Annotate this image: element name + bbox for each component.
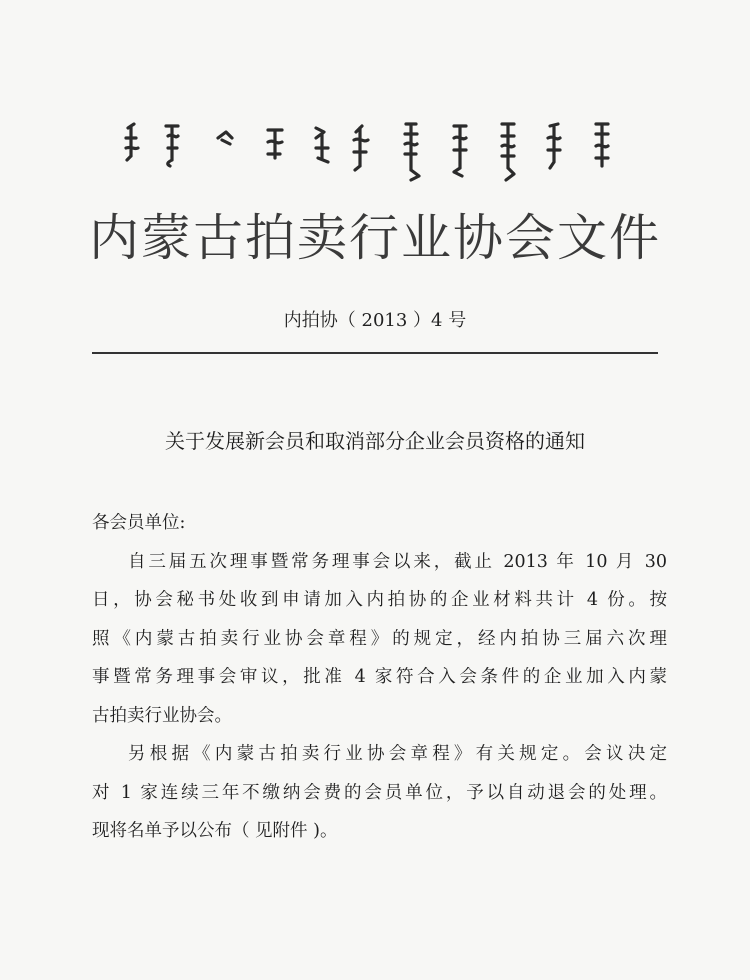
- salutation: 各会员单位:: [92, 513, 186, 533]
- paragraph1-line: 古拍卖行业协会。: [92, 705, 232, 726]
- document-number: 内拍协（ 2013 ）4 号: [283, 310, 467, 331]
- paragraph1-line: 照《内蒙古拍卖行业协会章程》的规定，经内拍协三届六次理: [92, 628, 667, 649]
- mongolian-script-title: [118, 118, 638, 188]
- paragraph2-line: 对 1 家连续三年不缴纳会费的会员单位，予以自动退会的处理。: [92, 782, 667, 803]
- paragraph1-line: 自三届五次理事暨常务理事会以来，截止 2013 年 10 月 30: [128, 551, 667, 572]
- paragraph1-line: 日，协会秘书处收到申请加入内拍协的企业材料共计 4 份。按: [92, 590, 667, 610]
- paragraph1-line: 事暨常务理事会审议，批准 4 家符合入会条件的企业加入内蒙: [92, 667, 667, 687]
- mongolian-script-graphic: [118, 118, 638, 188]
- paragraph2-line: 另根据《内蒙古拍卖行业协会章程》有关规定。会议决定: [128, 744, 667, 764]
- notice-body: [92, 504, 667, 851]
- paragraph2-line: 现将名单予以公布（ 见附件 )。: [92, 821, 338, 841]
- document-title: 内蒙古拍卖行业协会文件: [89, 209, 661, 267]
- header-divider: [92, 352, 658, 354]
- notice-title: 关于发展新会员和取消部分企业会员资格的通知: [165, 429, 585, 453]
